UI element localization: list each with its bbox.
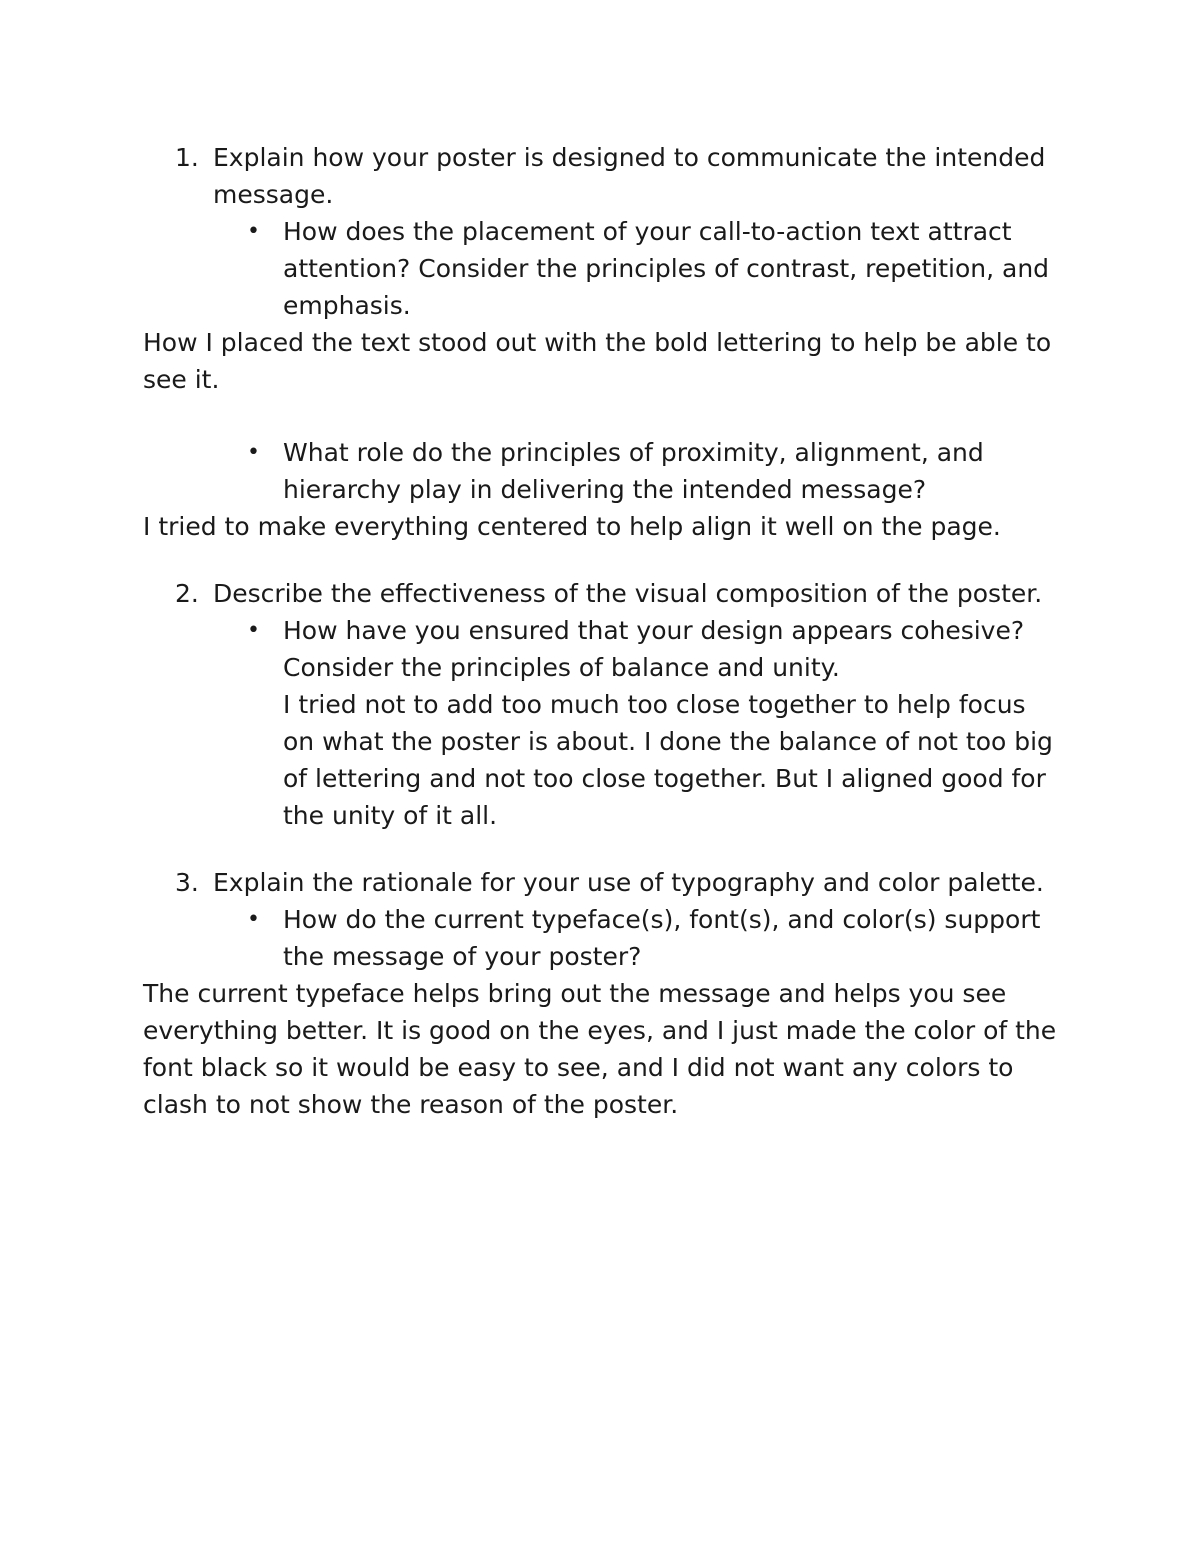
question-1-text: Explain how your poster is designed to communicate the intended message. xyxy=(213,143,1046,209)
spacer xyxy=(143,545,1063,575)
bullet-icon: • xyxy=(247,907,260,932)
question-1a-prompt xyxy=(143,213,1063,324)
question-3-number: 3. xyxy=(175,868,199,897)
answer-1a: How I placed the text stood out with the bold lettering to help be able to see it. xyxy=(143,328,1052,394)
question-3a-prompt xyxy=(143,901,1063,975)
question-3 xyxy=(143,864,1063,1123)
answer-2a: I tried not to add too much too close together to help focus on what the poster is about. I done the balance of not too big of lettering and not too close together. But I aligned good for the unity of it all. xyxy=(283,690,1053,830)
bullet-icon: • xyxy=(247,219,260,244)
question-1 xyxy=(143,139,1063,545)
answer-1b: I tried to make everything centered to help align it well on the page. xyxy=(143,512,1001,541)
question-1b-text: What role do the principles of proximity, alignment, and hierarchy play in delivering the intended message? xyxy=(283,438,984,504)
bullet-icon: • xyxy=(247,618,260,643)
answer-3a: The current typeface helps bring out the message and helps you see everything better. It is good on the eyes, and I just made the color of the font black so it would be easy to see, and I did not want any colors to clash to not show the reason of the poster. xyxy=(143,979,1057,1119)
question-2a-prompt xyxy=(143,612,1063,686)
bullet-icon: • xyxy=(247,440,260,465)
question-1a-text: How does the placement of your call-to-action text attract attention? Consider the principles of contrast, repetition, and emphasis. xyxy=(283,217,1050,320)
question-2-number: 2. xyxy=(175,579,199,608)
spacer xyxy=(143,834,1063,864)
question-3a-text: How do the current typeface(s), font(s), and color(s) support the message of your poster? xyxy=(283,905,1041,971)
question-1b-prompt xyxy=(143,434,1063,508)
question-2a-text: How have you ensured that your design appears cohesive? Consider the principles of balance and unity. xyxy=(283,616,1025,682)
question-2 xyxy=(143,575,1063,834)
spacer xyxy=(143,398,1063,434)
question-2-text: Describe the effectiveness of the visual composition of the poster. xyxy=(213,579,1043,608)
question-1-prompt xyxy=(143,139,1063,213)
question-1-number: 1. xyxy=(175,143,199,172)
question-2-prompt xyxy=(143,575,1063,612)
question-3-prompt xyxy=(143,864,1063,901)
document-content xyxy=(143,139,1063,1123)
question-3-text: Explain the rationale for your use of typography and color palette. xyxy=(213,868,1044,897)
